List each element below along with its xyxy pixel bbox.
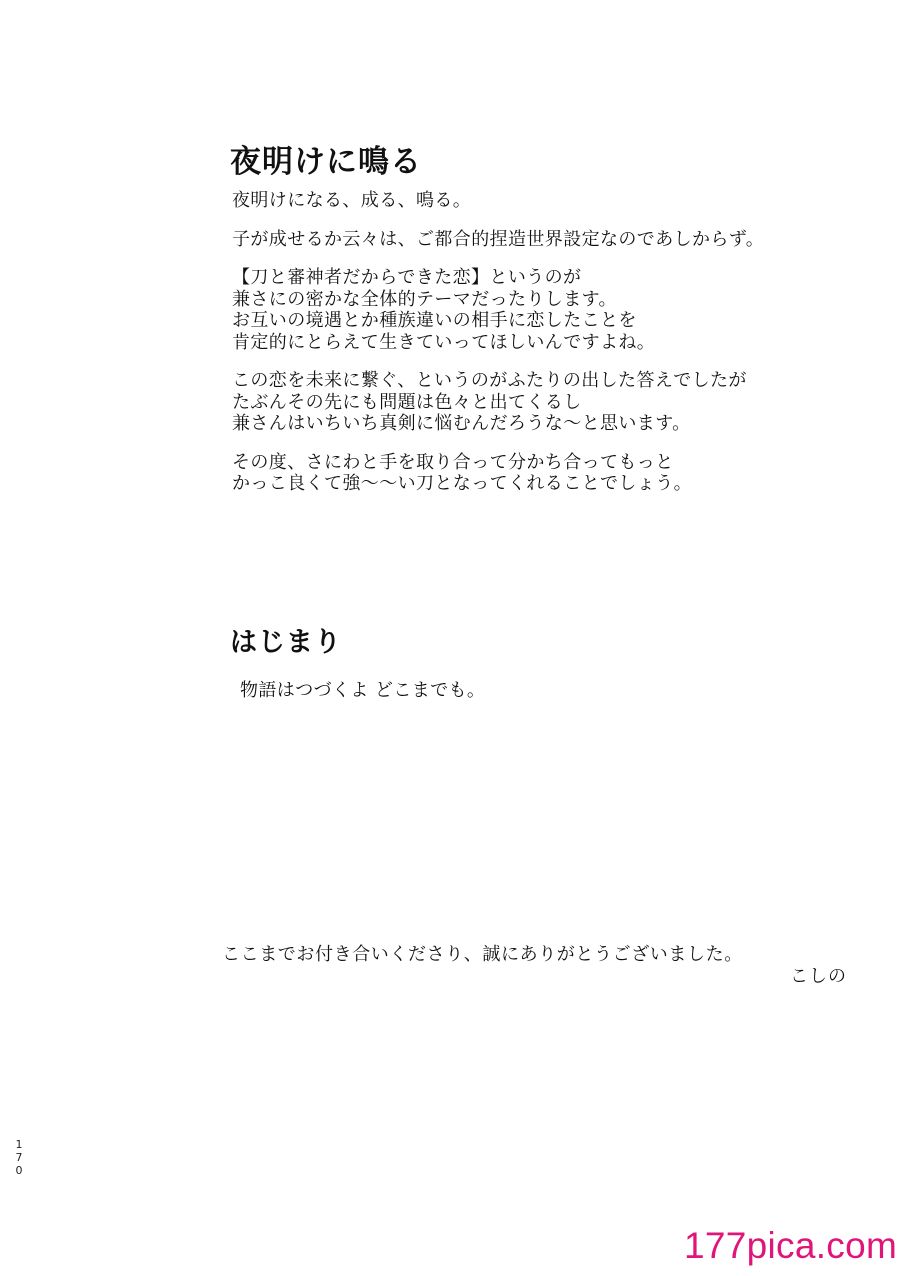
text-line: 兼さんはいちいち真剣に悩むんだろうな～と思います。 [232, 413, 691, 434]
text-line: 子が成せるか云々は、ご都合的捏造世界設定なのであしからず。 [232, 228, 765, 250]
text-line: 兼さにの密かな全体的テーマだったりします。 [232, 288, 617, 310]
section-title-dawn: 夜明けに鳴る [230, 144, 422, 180]
paragraph-3 [232, 267, 872, 353]
page-number-digit: 1 [15, 1138, 23, 1151]
beginning-line: 物語はつづくよ どこまでも。 [240, 680, 486, 701]
text-line: 夜明けになる、成る、鳴る。 [232, 190, 472, 211]
page-number-digit: 7 [15, 1151, 23, 1164]
page-number-digit: 0 [15, 1164, 23, 1177]
text-line: この恋を未来に繋ぐ、というのがふたりの出した答えでしたが [232, 370, 747, 391]
watermark-text: 177pica.com [684, 1225, 898, 1266]
text-line: かっこ良くて強～～い刀となってくれることでしょう。 [232, 473, 692, 494]
paragraph-5 [232, 452, 872, 495]
closing-message: ここまでお付き合いくださり、誠にありがとうございました。 [222, 944, 743, 965]
paragraph-4 [232, 370, 872, 435]
text-line: その度、さにわと手を取り合って分かち合ってもっと [232, 451, 674, 473]
text-line: お互いの境遇とか種族違いの相手に恋したことを [232, 310, 637, 331]
text-line: 【刀と審神者だからできた恋】というのが [232, 267, 582, 288]
page-number [12, 1138, 26, 1177]
author-signature: こしの [790, 966, 847, 987]
afterword-body [232, 190, 872, 512]
section-title-beginning: はじまり [230, 627, 342, 658]
text-line: 肯定的にとらえて生きていってほしいんですよね。 [232, 331, 656, 353]
paragraph-2 [232, 229, 872, 251]
paragraph-1 [232, 190, 872, 212]
text-line: たぶんその先にも問題は色々と出てくるし [232, 391, 582, 413]
